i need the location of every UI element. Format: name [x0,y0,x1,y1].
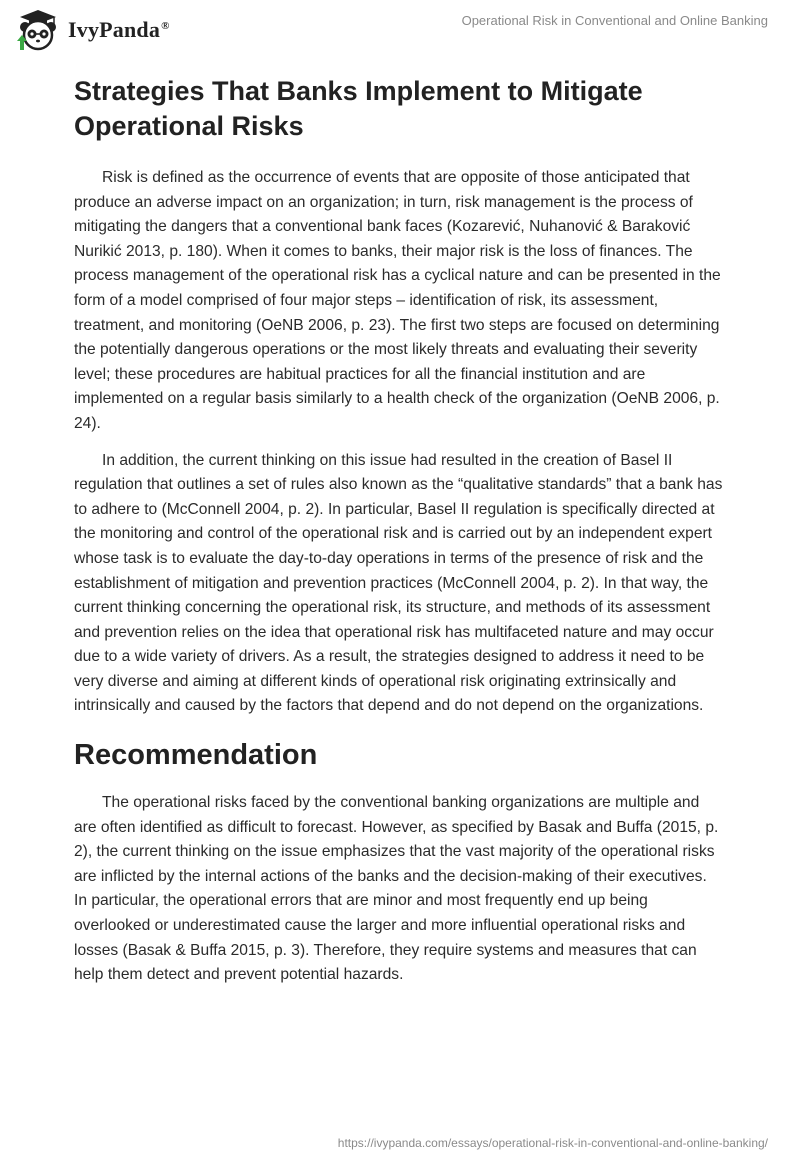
logo[interactable] [16,8,170,52]
paragraph: Risk is defined as the occurrence of events that are opposite of those anticipated that produce an adverse impact on an organization; in turn, risk management is the process of mitigating the dangers that a conventional bank faces (Kozarević, Nuhanović & Baraković Nurikić 2013, p. 180). When it comes to banks, their major risk is the loss of finances. The process management of the operational risk has a cyclical nature and can be presented in the form of a model comprised of four major steps – identification of risk, its assessment, treatment, and monitoring (OeNB 2006, p. 23). The first two steps are focused on determining the potentially dangerous operations or the most likely threats and evaluating their severity level; these procedures are habitual practices for all the financial institution and are implemented on a regular basis similarly to a health check of the organization (OeNB 2006, p. 24). [74,169,721,432]
panda-graduate-icon [16,8,60,52]
logo-wordmark: IvyPanda® [68,17,170,42]
section-heading-recommendation: Recommendation [74,739,318,772]
paragraph: The operational risks faced by the conventional banking organizations are multiple and are often identified as difficult to forecast. However, as specified by Basak and Buffa (2015, p. 2), the current thinking on the issue emphasizes that the vast majority of the operational risks are inflicted by the internal actions of the banks and the decision-making of their executives. In particular, the operational errors that are minor and most frequently end up being overlooked or underestimated cause the larger and more influential operational risks and losses (Basak & Buffa 2015, p. 3). Therefore, they require systems and measures that can help them detect and prevent potential hazards. [74,794,719,984]
source-url[interactable]: https://ivypanda.com/essays/operational-risk-in-conventional-and-online-banking/ [337,1136,768,1150]
page-header [0,0,800,60]
paragraph: In addition, the current thinking on this issue had resulted in the creation of Basel II regulation that outlines a set of rules also known as the “qualitative standards” that a bank has to adhere to (McConnell 2004, p. 2). In particular, Basel II regulation is specifically directed at the monitoring and control of the operational risk and is carried out by an independent expert whose task is to evaluate the day-to-day operations in terms of the presence of risk and the establishment of mitigation and prevention practices (McConnell 2004, p. 2). In that way, the current thinking concerning the operational risk, its structure, and methods of its assessment and prevention relies on the idea that operational risk has multifaceted nature and may occur due to a wide variety of drivers. As a result, the strategies designed to address it need to be very diverse and aiming at different kinds of operational risk originating extrinsically and intrinsically and caused by the factors that depend and do not depend on the organizations. [74,451,723,715]
document-title: Operational Risk in Conventional and Online Banking [461,13,768,28]
section-heading-strategies: Strategies That Banks Implement to Mitigate Operational Risks [74,76,643,141]
article-body [74,74,724,1000]
